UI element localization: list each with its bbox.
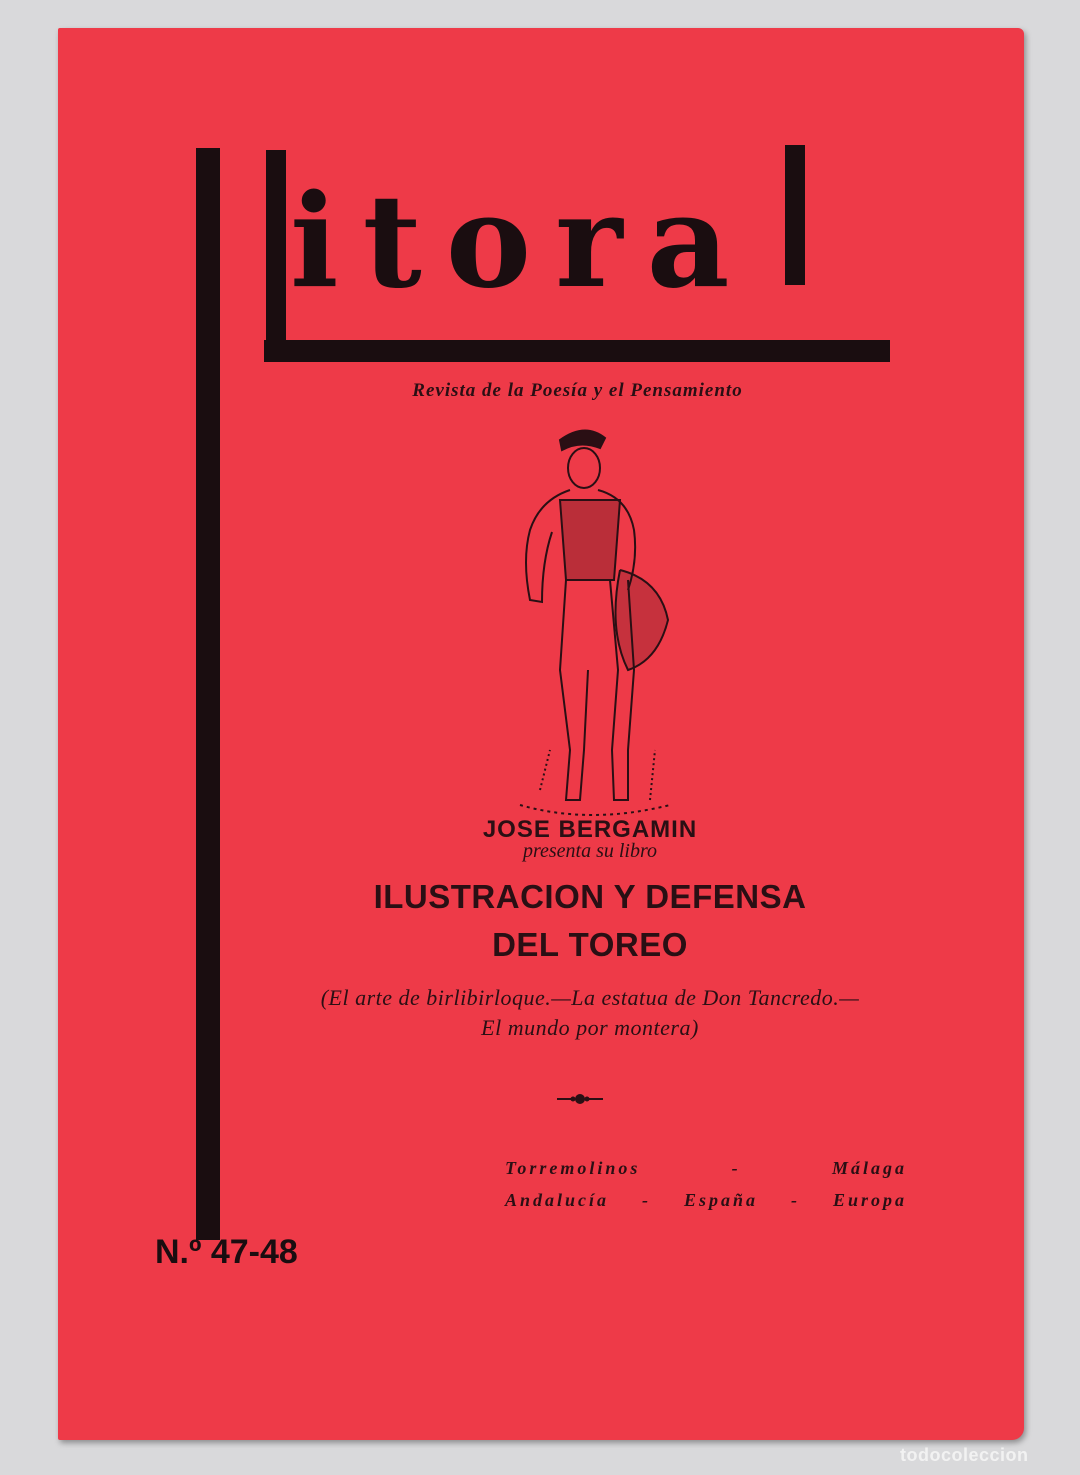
- ornament-icon: [555, 1092, 605, 1106]
- watermark: todocoleccion: [900, 1445, 1029, 1465]
- address-line-2: Andalucía - España - Europa: [505, 1190, 907, 1210]
- presents-text: presenta su libro: [522, 840, 658, 862]
- contents-line-2: El mundo por montera): [481, 1015, 699, 1040]
- book-title-line-1: ILUSTRACION Y DEFENSA: [373, 878, 807, 915]
- logo-text: itora: [290, 167, 754, 317]
- left-vertical-rule: [196, 148, 220, 1240]
- logo-letter-l-start: [266, 150, 286, 345]
- author-name: JOSE BERGAMIN: [482, 816, 698, 843]
- magazine-subtitle: Revista de la Poesía y el Pensamiento: [412, 380, 743, 401]
- contents-line-1: (El arte de birlibirloque.—La estatua de Don Tancredo.—: [320, 985, 860, 1010]
- logo-horizontal-rule: [264, 340, 890, 362]
- matador-illustration: [500, 420, 690, 835]
- logo-letter-l-end: [785, 145, 805, 285]
- address-line-1: Torremolinos - Málaga: [505, 1158, 907, 1178]
- issue-number: N.º 47-48: [155, 1233, 298, 1271]
- book-title-line-2: DEL TOREO: [492, 926, 688, 963]
